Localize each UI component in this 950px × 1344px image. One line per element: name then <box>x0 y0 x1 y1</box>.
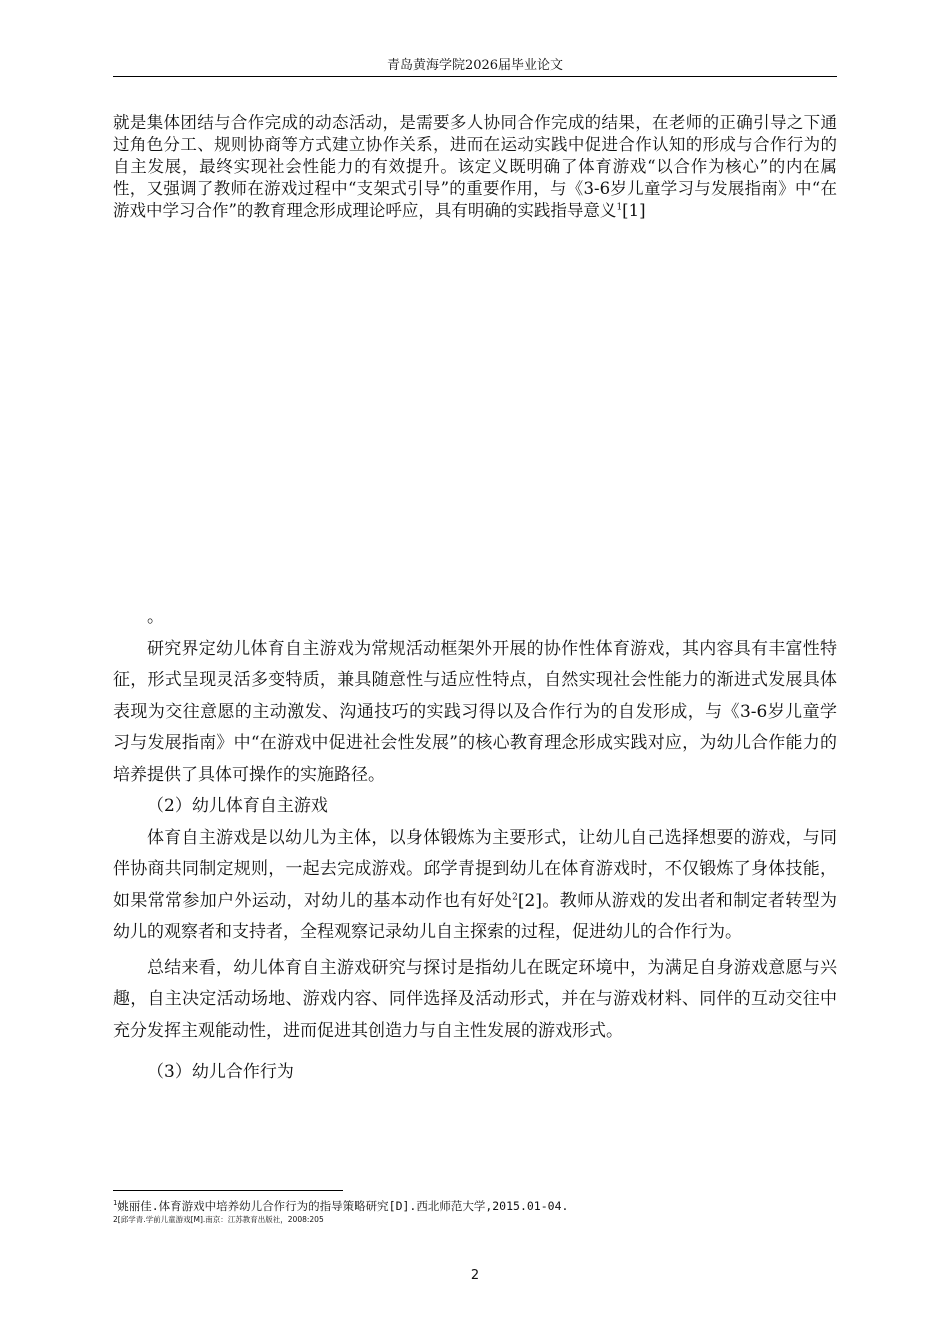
paragraph-2: 研究界定幼儿体育自主游戏为常规活动框架外开展的协作性体育游戏，其内容具有丰富性特征，形式呈现灵活多变特质，兼具随意性与适应性特点，自然实现社会性能力的渐进式发展具体表现为交往意愿的主动激发、沟通技巧的实践习得以及合作行为的自发形成，与《3-6岁儿童学习与发展指南》中“在游戏中促进社会性发展”的核心教育理念形成实践对应，为幼儿合作能力的培养提供了具体可操作的实施路径。 <box>113 638 837 785</box>
section-heading-2: （2）幼儿体育自主游戏 <box>147 796 328 816</box>
section-heading-3: （3）幼儿合作行为 <box>147 1062 294 1082</box>
footnote-2: 2[邱学青.学前儿童游戏[M].南京：江苏教育出版社，2008:205 <box>113 1215 324 1224</box>
sentence-end-period: 。 <box>147 607 164 627</box>
footnote-ref-2[interactable]: 2 <box>512 891 518 902</box>
header-rule <box>113 76 837 77</box>
paragraph-3 <box>113 823 837 949</box>
footnote-rule <box>113 1190 343 1191</box>
footnote-ref-1[interactable]: 1 <box>616 202 623 213</box>
footnote-1-text: 姚丽佳.体育游戏中培养幼儿合作行为的指导策略研究[D].西北师范大学,2015.01-04. <box>117 1199 569 1213</box>
page-header: 青岛黄海学院2026届毕业论文 <box>386 58 564 73</box>
paragraph-1 <box>113 112 837 222</box>
footnote-1 <box>113 1198 837 1214</box>
paragraph-1-text: 就是集体团结与合作完成的动态活动，是需要多人协同合作完成的结果，在老师的正确引导之下通过角色分工、规则协商等方式建立协作关系，进而在运动实践中促进合作认知的形成与合作行为的自主发展，最终实现社会性能力的有效提升。该定义既明确了体育游戏“以合作为核心”的内在属性，又强调了教师在游戏过程中“支架式引导”的重要作用，与《3-6岁儿童学习与发展指南》中“在游戏中学习合作”的教育理念形成理论呼应，具有明确的实践指导意义 <box>113 113 837 220</box>
paragraph-3-text: 体育自主游戏是以幼儿为主体，以身体锻炼为主要形式，让幼儿自己选择想要的游戏，与同伴协商共同制定规则，一起去完成游戏。邱学青提到幼儿在体育游戏时，不仅锻炼了身体技能，如果常常参加户外运动，对幼儿的基本动作也有好处 <box>113 827 837 911</box>
page-number: 2 <box>470 1268 480 1283</box>
citation-1[interactable]: [1] <box>622 201 646 220</box>
paragraph-3-continued: [2]。教师从游戏的发出者和制定者转型为幼儿的观察者和支持者，全程观察记录幼儿自主探索的过程，促进幼儿的合作行为。 <box>113 890 837 942</box>
footnote-1-mark: 1 <box>113 1199 118 1208</box>
paragraph-4: 总结来看，幼儿体育自主游戏研究与探讨是指幼儿在既定环境中，为满足自身游戏意愿与兴趣，自主决定活动场地、游戏内容、同伴选择及活动形式，并在与游戏材料、同伴的互动交往中充分发挥主观能动性，进而促进其创造力与自主性发展的游戏形式。 <box>113 957 837 1041</box>
body-text <box>113 602 837 1089</box>
